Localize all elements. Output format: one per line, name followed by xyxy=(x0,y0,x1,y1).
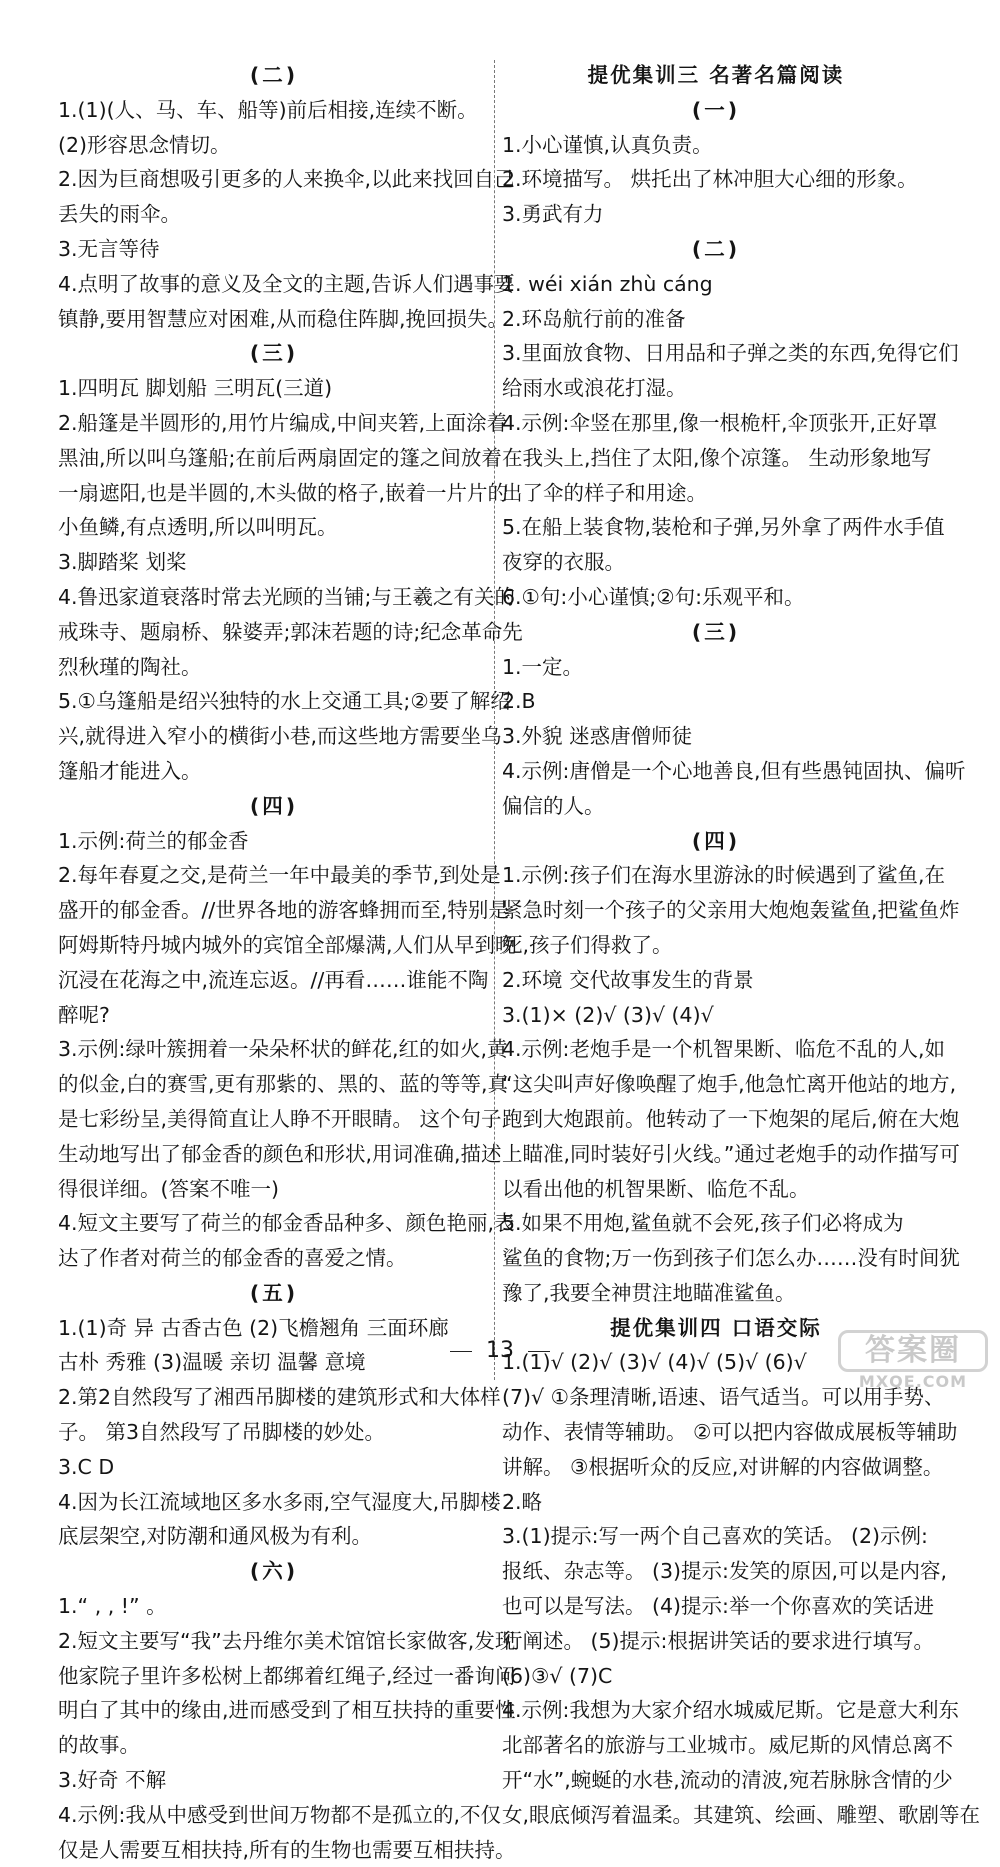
answer-line: 1.“ , , !” 。 xyxy=(58,1594,167,1619)
answer-line: 一扇遮阳,也是半圆的,木头做的格子,嵌着一片片的 xyxy=(58,480,509,505)
column-divider xyxy=(494,60,495,1380)
answer-line: 女,眼底倾泻着温柔。其建筑、绘画、雕塑、歌剧等在 xyxy=(502,1802,981,1827)
section-heading: (四) xyxy=(249,793,299,818)
answer-line: 阿姆斯特丹城内城外的宾馆全部爆满,人们从早到晚 xyxy=(58,932,516,957)
answer-line: 夜穿的衣服。 xyxy=(502,550,625,575)
answer-line: 2.略 xyxy=(502,1489,543,1514)
section-heading: (五) xyxy=(249,1280,299,1305)
answer-line: 底层架空,对防潮和通风极为有利。 xyxy=(58,1524,373,1549)
answer-line: 兴,就得进入窄小的横街小巷,而这些地方需要坐乌 xyxy=(58,724,502,749)
answer-line: 盛开的郁金香。//世界各地的游客蜂拥而至,特别是 xyxy=(58,898,509,923)
answer-line: 行阐述。 (5)提示:根据讲笑话的要求进行填写。 xyxy=(502,1628,934,1653)
answer-line: 2.环境 交代故事发生的背景 xyxy=(502,967,754,992)
answer-line: 豫了,我要全神贯注地瞄准鲨鱼。 xyxy=(502,1280,796,1305)
answer-line: 戒珠寺、题扇桥、躲婆弄;郭沫若题的诗;纪念革命先 xyxy=(58,619,523,644)
answer-line: 丢失的雨伞。 xyxy=(58,202,181,227)
answer-line: 子。 第3自然段写了吊脚楼的妙处。 xyxy=(58,1420,386,1445)
section-heading: (三) xyxy=(249,341,299,366)
answer-line: 3.脚踏桨 划桨 xyxy=(58,550,187,575)
answer-line: 镇静,要用智慧应对困难,从而稳住阵脚,挽回损失。 xyxy=(58,306,509,331)
answer-line: 达了作者对荷兰的郁金香的喜爱之情。 xyxy=(58,1246,407,1271)
answer-line: 以看出他的机智果断、临危不乱。 xyxy=(502,1176,810,1201)
unit-heading: 提优集训四 口语交际 xyxy=(610,1315,822,1340)
answer-line: 鲨鱼的食物;万一伤到孩子们怎么办……没有时间犹 xyxy=(502,1246,960,1271)
answer-line: 4.示例:我想为大家介绍水城威尼斯。它是意大利东 xyxy=(502,1698,959,1723)
answer-line: 3.勇武有力 xyxy=(502,202,604,227)
answer-line: 3.无言等待 xyxy=(58,236,160,261)
answer-line: 2.环岛航行前的准备 xyxy=(502,306,686,331)
answer-line: 明白了其中的缘由,进而感受到了相互扶持的重要性 xyxy=(58,1698,516,1723)
answer-line: 5.如果不用炮,鲨鱼就不会死,孩子们必将成为 xyxy=(502,1211,904,1236)
answer-line: 的似金,白的赛雪,更有那紫的、黑的、蓝的等等,真 xyxy=(58,1072,509,1097)
answer-line: 3.(1)提示:写一两个自己喜欢的笑话。 (2)示例: xyxy=(502,1524,928,1549)
section-heading: (二) xyxy=(249,63,299,87)
answer-line: (6)③√ (7)C xyxy=(502,1663,613,1688)
section-heading: (三) xyxy=(691,619,741,644)
answer-line: 小鱼鳞,有点透明,所以叫明瓦。 xyxy=(58,515,338,540)
answer-line: 5.在船上装食物,装枪和子弹,另外拿了两件水手值 xyxy=(502,515,945,540)
answer-line: 古朴 秀雅 (3)温暖 亲切 温馨 意境 xyxy=(58,1350,366,1375)
answer-line: 3.(1)× (2)√ (3)√ (4)√ xyxy=(502,1002,714,1027)
answer-line: 北部著名的旅游与工业城市。威尼斯的风情总离不 xyxy=(502,1733,953,1758)
answer-line: 烈秋瑾的陶社。 xyxy=(58,654,202,679)
answer-line: 2.B xyxy=(502,689,536,714)
answer-line: 2.第2自然段写了湘西吊脚楼的建筑形式和大体样 xyxy=(58,1385,501,1410)
answer-line: 3.示例:绿叶簇拥着一朵朵杯状的鲜花,红的如火,黄 xyxy=(58,1037,508,1062)
answer-line: 开“水”,蜿蜒的水巷,流动的清波,宛若脉脉含情的少 xyxy=(502,1768,953,1793)
answer-line: 4.示例:伞竖在那里,像一根桅杆,伞顶张开,正好罩 xyxy=(502,410,938,435)
answer-line: 1.(1)奇 异 古香古色 (2)飞檐翘角 三面环廊 xyxy=(58,1315,449,1340)
answer-line: (2)形容思念情切。 xyxy=(58,132,231,157)
answer-line: 4.点明了故事的意义及全文的主题,告诉人们遇事要 xyxy=(58,271,515,296)
answer-line: 3.好奇 不解 xyxy=(58,1768,167,1793)
answer-line: 出了伞的样子和用途。 xyxy=(502,480,707,505)
answer-line: 4.示例:唐僧是一个心地善良,但有些愚钝固执、偏听 xyxy=(502,758,966,783)
answer-line: 4.示例:老炮手是一个机智果断、临危不乱的人,如 xyxy=(502,1037,945,1062)
answer-line: 动作、表情等辅助。 ②可以把内容做成展板等辅助 xyxy=(502,1420,958,1445)
answer-line: “这尖叫声好像唤醒了炮手,他急忙离开他站的地方, xyxy=(502,1072,957,1097)
page-number-dash-left xyxy=(450,1351,472,1352)
answer-line: 1.一定。 xyxy=(502,654,584,679)
page-number-dash-right xyxy=(528,1351,550,1352)
answer-line: (7)√ ①条理清晰,语速、语气适当。可以用手势、 xyxy=(502,1385,945,1410)
answer-line: 4.鲁迅家道衰落时常去光顾的当铺;与王羲之有关的 xyxy=(58,584,515,609)
answer-line: 是七彩纷呈,美得简直让人睁不开眼睛。 这个句子 xyxy=(58,1106,502,1131)
unit-heading: 提优集训三 名著名篇阅读 xyxy=(587,63,845,87)
page-number-value: 13 xyxy=(486,1338,514,1363)
answer-line: 2.每年春夏之交,是荷兰一年中最美的季节,到处是 xyxy=(58,863,501,888)
answer-line: 3.C D xyxy=(58,1454,115,1479)
answer-line: 跑到大炮跟前。他转动了一下炮架的尾后,俯在大炮 xyxy=(502,1106,960,1131)
answer-line: 4.短文主要写了荷兰的郁金香品种多、颜色艳丽,表 xyxy=(58,1211,515,1236)
answer-line: 6.①句:小心谨慎;②句:乐观平和。 xyxy=(502,584,805,609)
answer-line: 沉浸在花海之中,流连忘返。//再看……谁能不陶 xyxy=(58,967,489,992)
answer-line: 得很详细。(答案不唯一) xyxy=(58,1176,279,1201)
answer-line: 他家院子里许多松树上都绑着红绳子,经过一番询问 xyxy=(58,1663,516,1688)
answer-line: 2.因为巨商想吸引更多的人来换伞,以此来找回自己 xyxy=(58,167,515,192)
answer-line: 篷船才能进入。 xyxy=(58,758,202,783)
answer-line: 1.小心谨慎,认真负责。 xyxy=(502,132,713,157)
section-heading: (二) xyxy=(691,236,741,261)
answer-line: 1.(1)√ (2)√ (3)√ (4)√ (5)√ (6)√ xyxy=(502,1350,807,1375)
watermark-logo-text: 答案圈 xyxy=(838,1330,988,1372)
answer-line: 紧急时刻一个孩子的父亲用大炮炮轰鲨鱼,把鲨鱼炸 xyxy=(502,898,960,923)
answer-line: 死,孩子们得救了。 xyxy=(502,932,673,957)
answer-line: 4.因为长江流域地区多水多雨,空气湿度大,吊脚楼 xyxy=(58,1489,501,1514)
answer-line: 1.(1)(人、马、车、船等)前后相接,连续不断。 xyxy=(58,97,478,122)
answer-line: 5.①乌篷船是绍兴独特的水上交通工具;②要了解绍 xyxy=(58,689,511,714)
answer-line: 黑油,所以叫乌篷船;在前后两扇固定的篷之间放着 xyxy=(58,445,502,470)
answer-line: 1.示例:孩子们在海水里游泳的时候遇到了鲨鱼,在 xyxy=(502,863,945,888)
answer-line: 2.环境描写。 烘托出了林冲胆大心细的形象。 xyxy=(502,167,918,192)
section-heading: (四) xyxy=(691,828,741,853)
answer-line: 1. wéi xián zhù cáng xyxy=(502,271,713,296)
section-heading: (一) xyxy=(691,97,741,122)
watermark-url: MXQE.COM xyxy=(858,1372,968,1391)
answer-line: 也可以是写法。 (4)提示:举一个你喜欢的笑话进 xyxy=(502,1594,934,1619)
answer-line: 醉呢? xyxy=(58,1002,110,1027)
section-heading: (六) xyxy=(249,1559,299,1584)
answer-line: 1.示例:荷兰的郁金香 xyxy=(58,828,249,853)
answer-line: 给雨水或浪花打湿。 xyxy=(502,376,687,401)
right-column xyxy=(502,58,981,1833)
answer-line: 生动地写出了郁金香的颜色和形状,用词准确,描述 xyxy=(58,1141,502,1166)
answer-line: 3.外貌 迷惑唐僧师徒 xyxy=(502,724,693,749)
answer-line: 在我头上,挡住了太阳,像个凉篷。 生动形象地写 xyxy=(502,445,932,470)
watermark-logo xyxy=(838,1330,988,1392)
answer-line: 讲解。 ③根据听众的反应,对讲解的内容做调整。 xyxy=(502,1454,944,1479)
answer-line: 偏信的人。 xyxy=(502,793,605,818)
answer-line: 仅是人需要互相扶持,所有的生物也需要互相扶持。 xyxy=(58,1837,516,1862)
answer-line: 4.示例:我从中感受到世间万物都不是孤立的,不仅 xyxy=(58,1802,501,1827)
answer-line: 2.短文主要写“我”去丹维尔美术馆馆长家做客,发现 xyxy=(58,1628,516,1653)
answer-line: 报纸、杂志等。 (3)提示:发笑的原因,可以是内容, xyxy=(502,1559,947,1584)
answer-line: 的故事。 xyxy=(58,1733,140,1758)
answer-line: 1.四明瓦 脚划船 三明瓦(三道) xyxy=(58,376,333,401)
answer-line: 3.里面放食物、日用品和子弹之类的东西,免得它们 xyxy=(502,341,959,366)
answer-line: 上瞄准,同时装好引火线。”通过老炮手的动作描写可 xyxy=(502,1141,960,1166)
answer-line: 2.船篷是半圆形的,用竹片编成,中间夹箬,上面涂着 xyxy=(58,410,508,435)
